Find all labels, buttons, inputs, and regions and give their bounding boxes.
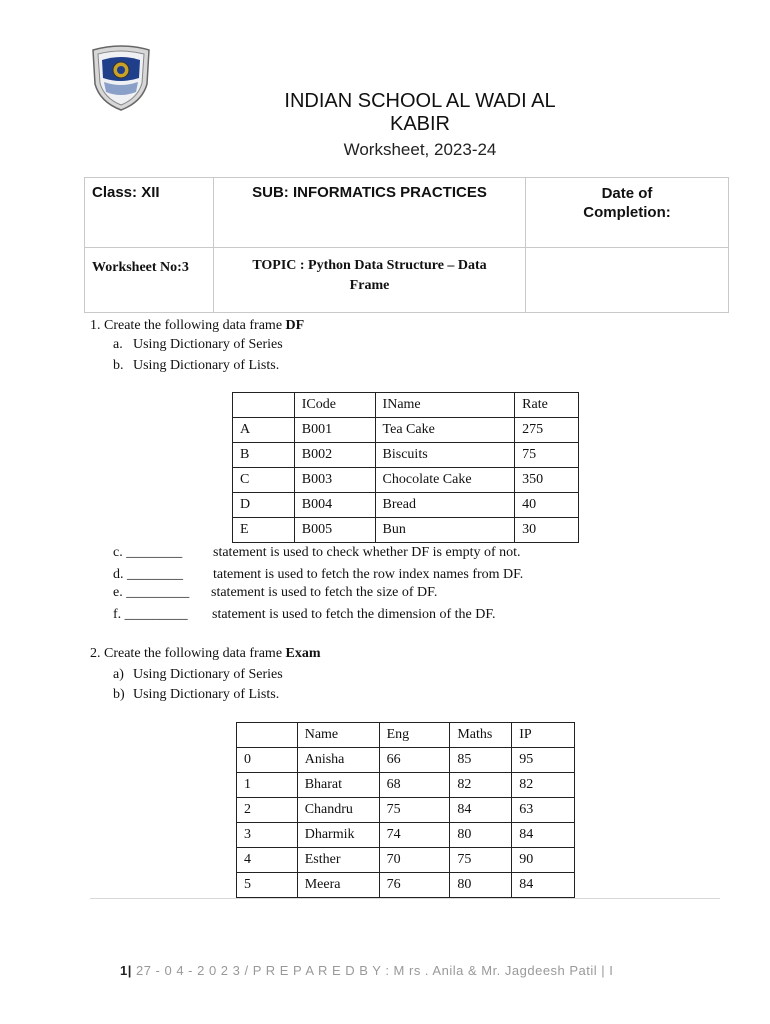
date-cell	[526, 178, 729, 248]
question-1-part-a	[113, 337, 283, 353]
date-label-line1: Date of	[601, 185, 653, 202]
question-1-part-f-blank: f. _________	[113, 607, 188, 622]
table-cell: D	[233, 493, 295, 518]
table-cell: B001	[294, 418, 375, 443]
table-cell: 84	[512, 873, 575, 898]
table-cell: B	[233, 443, 295, 468]
table-row	[237, 773, 575, 798]
table-cell: E	[233, 518, 295, 543]
table-header-row	[233, 393, 579, 418]
question-1-part-e-text: statement is used to fetch the size of DF.	[211, 585, 438, 600]
table-cell: Esther	[297, 848, 379, 873]
table-row	[237, 798, 575, 823]
table-cell: 30	[515, 518, 579, 543]
table-cell: 2	[237, 798, 298, 823]
table-cell: Name	[297, 723, 379, 748]
part-a-text: Using Dictionary of Series	[133, 667, 283, 682]
question-1-part-c-blank: c. ________	[113, 545, 183, 560]
table-cell: B004	[294, 493, 375, 518]
table-cell: Meera	[297, 873, 379, 898]
subject-label: SUB: INFORMATICS PRACTICES	[252, 184, 487, 201]
table-cell: 40	[515, 493, 579, 518]
table-row	[233, 468, 579, 493]
question-2-text: 2. Create the following data frame	[90, 646, 286, 661]
table-cell: C	[233, 468, 295, 493]
question-1-part-e-blank: e. _________	[113, 585, 190, 600]
table-cell: 74	[379, 823, 450, 848]
table-cell: IP	[512, 723, 575, 748]
question-1-part-c-text: statement is used to check whether DF is empty of not.	[213, 545, 521, 560]
table-cell: Chandru	[297, 798, 379, 823]
part-a-marker: a.	[113, 337, 123, 352]
worksheet-year: Worksheet, 2023-24	[343, 140, 497, 159]
table-cell: Biscuits	[375, 443, 515, 468]
table-row	[237, 823, 575, 848]
worksheet-info-table	[84, 177, 729, 313]
school-name-line1: INDIAN SCHOOL AL WADI AL	[284, 90, 556, 112]
table-row	[233, 443, 579, 468]
table-cell: 95	[512, 748, 575, 773]
table-cell: 76	[379, 873, 450, 898]
question-2-part-b	[113, 687, 279, 703]
table-cell: Rate	[515, 393, 579, 418]
question-1-part-d-text: tatement is used to fetch the row index names from DF.	[213, 567, 524, 582]
part-b-marker: b)	[113, 687, 125, 702]
question-1-text: 1. Create the following data frame	[90, 318, 286, 333]
table-cell: 63	[512, 798, 575, 823]
table-cell: 4	[237, 848, 298, 873]
subject-cell	[214, 178, 526, 248]
table-cell: 3	[237, 823, 298, 848]
table-cell	[237, 723, 298, 748]
table-cell: 1	[237, 773, 298, 798]
table-cell: Anisha	[297, 748, 379, 773]
table-row	[233, 518, 579, 543]
table-cell: A	[233, 418, 295, 443]
table-row	[237, 748, 575, 773]
table-cell: Eng	[379, 723, 450, 748]
table-cell: B003	[294, 468, 375, 493]
table-cell: 275	[515, 418, 579, 443]
class-cell	[85, 178, 214, 248]
table-cell: IName	[375, 393, 515, 418]
question-1	[90, 318, 304, 334]
table-cell: ICode	[294, 393, 375, 418]
table-cell	[233, 393, 295, 418]
table-cell: B002	[294, 443, 375, 468]
table-row	[237, 848, 575, 873]
topic-cell	[214, 248, 526, 313]
table-cell: 82	[450, 773, 512, 798]
table-cell: 75	[515, 443, 579, 468]
table-cell: 84	[450, 798, 512, 823]
table-cell: Bharat	[297, 773, 379, 798]
table-cell: 80	[450, 873, 512, 898]
topic-line2: Frame	[349, 278, 390, 293]
table-row	[233, 418, 579, 443]
school-crest-logo	[90, 44, 152, 112]
table-cell: 68	[379, 773, 450, 798]
question-2-part-a	[113, 667, 283, 683]
footer-divider	[90, 898, 720, 899]
table-cell: Dharmik	[297, 823, 379, 848]
table-cell: Maths	[450, 723, 512, 748]
table-cell: 75	[379, 798, 450, 823]
table-cell: 75	[450, 848, 512, 873]
part-b-text: Using Dictionary of Lists.	[133, 687, 280, 702]
date-label-line2: Completion:	[583, 204, 671, 221]
question-1-dataframe-name: DF	[285, 318, 305, 333]
page-footer	[120, 963, 613, 978]
table-cell: 82	[512, 773, 575, 798]
exam-table	[236, 722, 575, 898]
table-cell: Bread	[375, 493, 515, 518]
table-cell: Chocolate Cake	[375, 468, 515, 493]
table-cell: 66	[379, 748, 450, 773]
table-row	[233, 493, 579, 518]
table-header-row	[237, 723, 575, 748]
table-cell: 5	[237, 873, 298, 898]
table-cell: 85	[450, 748, 512, 773]
table-row	[237, 873, 575, 898]
table-cell: B005	[294, 518, 375, 543]
table-cell: 84	[512, 823, 575, 848]
table-cell: 0	[237, 748, 298, 773]
topic-line1: TOPIC : Python Data Structure – Data	[252, 258, 487, 273]
class-label: Class: XII	[92, 184, 160, 201]
footer-text: 27 - 0 4 - 2 0 2 3 / P R E P A R E D B Y : M rs . Anila & Mr. Jagdeesh Patil | I	[131, 963, 614, 978]
part-a-text: Using Dictionary of Series	[133, 337, 283, 352]
df-table	[232, 392, 579, 543]
table-cell: 70	[379, 848, 450, 873]
table-cell: Tea Cake	[375, 418, 515, 443]
part-b-text: Using Dictionary of Lists.	[133, 358, 280, 373]
question-2	[90, 646, 321, 662]
part-b-marker: b.	[113, 358, 124, 373]
question-1-part-d-blank: d. ________	[113, 567, 183, 582]
worksheet-no-cell	[85, 248, 214, 313]
table-cell: 90	[512, 848, 575, 873]
question-2-dataframe-name: Exam	[285, 646, 321, 661]
worksheet-number: Worksheet No:3	[92, 260, 189, 275]
table-cell: 80	[450, 823, 512, 848]
question-1-part-b	[113, 358, 279, 374]
date-value-cell	[526, 248, 729, 313]
table-cell: 350	[515, 468, 579, 493]
question-1-part-f-text: statement is used to fetch the dimension of the DF.	[212, 607, 496, 622]
page-number: 1|	[120, 963, 132, 978]
table-cell: Bun	[375, 518, 515, 543]
part-a-marker: a)	[113, 667, 124, 682]
school-name-line2: KABIR	[389, 113, 451, 135]
